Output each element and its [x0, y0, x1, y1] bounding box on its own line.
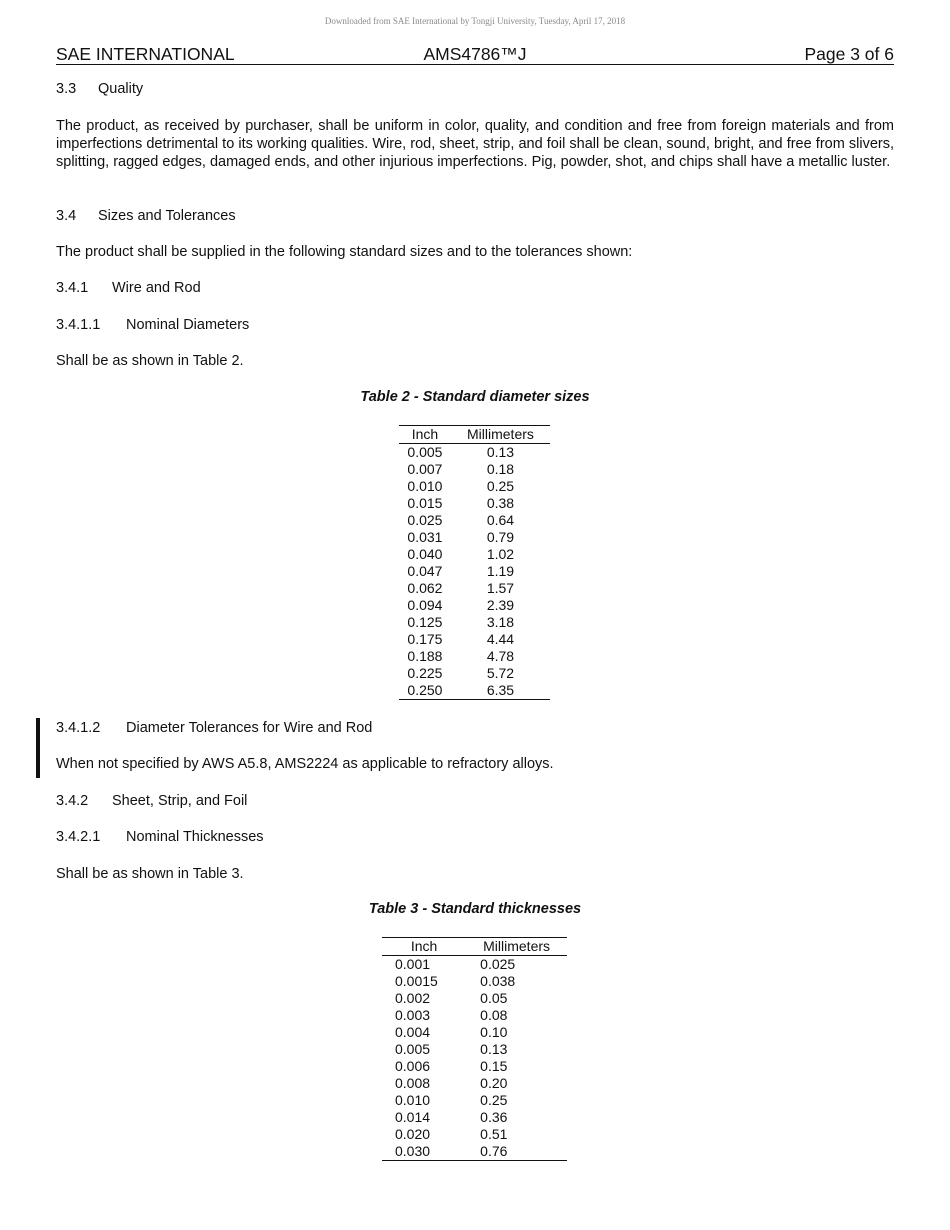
cell-inch: 0.010 [407, 478, 443, 494]
cell-inch: 0.001 [395, 956, 431, 972]
cell-inch: 0.040 [407, 546, 443, 562]
table-row [399, 648, 550, 665]
cell-mm: 4.44 [486, 631, 515, 647]
cell-inch: 0.250 [407, 682, 443, 698]
cell-inch: 0.005 [395, 1041, 431, 1057]
cell-inch: 0.125 [407, 614, 443, 630]
cell-mm: 5.72 [486, 665, 515, 681]
table-row [382, 1041, 567, 1058]
table-row [399, 682, 550, 700]
table-row [382, 1058, 567, 1075]
section-number: 3.3 [56, 81, 77, 97]
table-2-diameter-sizes [399, 425, 550, 700]
header-org: SAE INTERNATIONAL [56, 44, 235, 64]
table-row [399, 665, 550, 682]
section-3-4-1-1-body: Shall be as shown in Table 2. [56, 353, 244, 369]
cell-inch: 0.031 [407, 529, 443, 545]
cell-mm: 0.15 [480, 1058, 508, 1074]
table-row [399, 546, 550, 563]
section-3-4-2-heading [56, 792, 894, 810]
table-row [399, 580, 550, 597]
section-number: 3.4 [56, 208, 77, 224]
cell-mm: 0.64 [486, 512, 515, 528]
cell-mm: 1.19 [486, 563, 515, 579]
table-row [382, 1007, 567, 1024]
cell-inch: 0.006 [395, 1058, 431, 1074]
cell-mm: 0.025 [480, 956, 516, 972]
cell-mm: 4.78 [486, 648, 515, 664]
table-3-standard-thicknesses [382, 937, 567, 1161]
section-3-3-body: The product, as received by purchaser, shall be uniform in color, quality, and condition and free from foreign materials and from imperfections detrimental to its working qualities. Wire, rod, sheet, strip, and foil shall be clean, sound, bright, and free from slivers, splitting, ragged edges, damaged ends, and other injurious imperfections. Pig, powder, shot, and chips shall have a metallic luster. [56, 118, 894, 170]
table-row [382, 1143, 567, 1161]
section-3-4-1-2-heading [56, 719, 894, 737]
cell-mm: 6.35 [486, 682, 515, 698]
cell-inch: 0.005 [407, 444, 443, 460]
cell-inch: 0.015 [407, 495, 443, 511]
table-row [382, 1024, 567, 1041]
column-header-millimeters: Millimeters [451, 426, 550, 444]
section-3-4-heading [56, 207, 894, 225]
cell-mm: 0.038 [480, 973, 516, 989]
column-header-millimeters: Millimeters [466, 938, 567, 956]
cell-mm: 0.38 [486, 495, 515, 511]
cell-mm: 0.13 [480, 1041, 508, 1057]
cell-inch: 0.0015 [395, 973, 438, 989]
table-row [382, 1109, 567, 1126]
cell-inch: 0.047 [407, 563, 443, 579]
table-row [382, 1126, 567, 1143]
cell-mm: 0.20 [480, 1075, 508, 1091]
cell-mm: 0.18 [486, 461, 515, 477]
column-header-inch: Inch [382, 938, 466, 956]
download-watermark: Downloaded from SAE International by Tongji University, Tuesday, April 17, 2018 [324, 16, 626, 26]
table-row [399, 478, 550, 495]
cell-mm: 0.51 [480, 1126, 508, 1142]
table-row [382, 990, 567, 1007]
section-title: Sheet, Strip, and Foil [112, 793, 248, 809]
table-row [382, 956, 567, 974]
cell-inch: 0.008 [395, 1075, 431, 1091]
section-title: Quality [98, 81, 144, 97]
cell-inch: 0.002 [395, 990, 431, 1006]
page-header [56, 44, 894, 65]
section-3-4-1-1-heading [56, 316, 894, 334]
cell-inch: 0.188 [407, 648, 443, 664]
table-3-caption: Table 3 - Standard thicknesses [368, 901, 582, 917]
section-title: Nominal Diameters [126, 317, 250, 333]
header-doc-number: AMS4786™J [423, 44, 527, 64]
section-3-4-2-1-heading [56, 828, 894, 846]
table-row [399, 563, 550, 580]
table-header-row [382, 938, 567, 956]
cell-inch: 0.225 [407, 665, 443, 681]
cell-mm: 0.08 [480, 1007, 508, 1023]
cell-mm: 0.76 [480, 1143, 508, 1159]
table-row [382, 973, 567, 990]
section-title: Diameter Tolerances for Wire and Rod [126, 720, 373, 736]
cell-inch: 0.004 [395, 1024, 431, 1040]
cell-inch: 0.175 [407, 631, 443, 647]
table-header-row [399, 426, 550, 444]
section-number: 3.4.2.1 [56, 829, 101, 845]
cell-mm: 1.57 [486, 580, 515, 596]
cell-inch: 0.020 [395, 1126, 431, 1142]
section-3-4-1-2-body: When not specified by AWS A5.8, AMS2224 as applicable to refractory alloys. [56, 756, 554, 772]
revision-change-bar [36, 718, 40, 778]
cell-mm: 2.39 [486, 597, 515, 613]
section-title: Sizes and Tolerances [98, 208, 236, 224]
section-3-4-body: The product shall be supplied in the following standard sizes and to the tolerances shown: [56, 244, 633, 260]
table-row [399, 597, 550, 614]
cell-inch: 0.025 [407, 512, 443, 528]
cell-inch: 0.014 [395, 1109, 431, 1125]
cell-mm: 1.02 [486, 546, 515, 562]
table-row [399, 495, 550, 512]
section-3-3-heading [56, 80, 894, 98]
cell-inch: 0.062 [407, 580, 443, 596]
section-number: 3.4.2 [56, 793, 89, 809]
table-row [399, 614, 550, 631]
cell-mm: 0.36 [480, 1109, 508, 1125]
table-2-caption: Table 2 - Standard diameter sizes [360, 389, 590, 405]
section-number: 3.4.1.2 [56, 720, 101, 736]
cell-mm: 0.25 [480, 1092, 508, 1108]
section-number: 3.4.1 [56, 280, 89, 296]
section-3-4-1-heading [56, 279, 894, 297]
section-title: Nominal Thicknesses [126, 829, 264, 845]
cell-mm: 0.79 [486, 529, 515, 545]
column-header-inch: Inch [399, 426, 451, 444]
table-row [399, 631, 550, 648]
section-title: Wire and Rod [112, 280, 201, 296]
table-row [399, 529, 550, 546]
cell-mm: 0.25 [486, 478, 515, 494]
cell-inch: 0.003 [395, 1007, 431, 1023]
cell-inch: 0.007 [407, 461, 443, 477]
cell-mm: 0.05 [480, 990, 508, 1006]
cell-mm: 3.18 [486, 614, 515, 630]
table-row [399, 461, 550, 478]
table-row [382, 1092, 567, 1109]
table-row [382, 1075, 567, 1092]
cell-mm: 0.10 [480, 1024, 508, 1040]
cell-inch: 0.010 [395, 1092, 431, 1108]
table-row [399, 444, 550, 462]
cell-mm: 0.13 [486, 444, 515, 460]
header-page-number: Page 3 of 6 [804, 44, 894, 64]
cell-inch: 0.030 [395, 1143, 431, 1159]
section-number: 3.4.1.1 [56, 317, 101, 333]
table-row [399, 512, 550, 529]
section-3-4-2-1-body: Shall be as shown in Table 3. [56, 866, 244, 882]
cell-inch: 0.094 [407, 597, 443, 613]
